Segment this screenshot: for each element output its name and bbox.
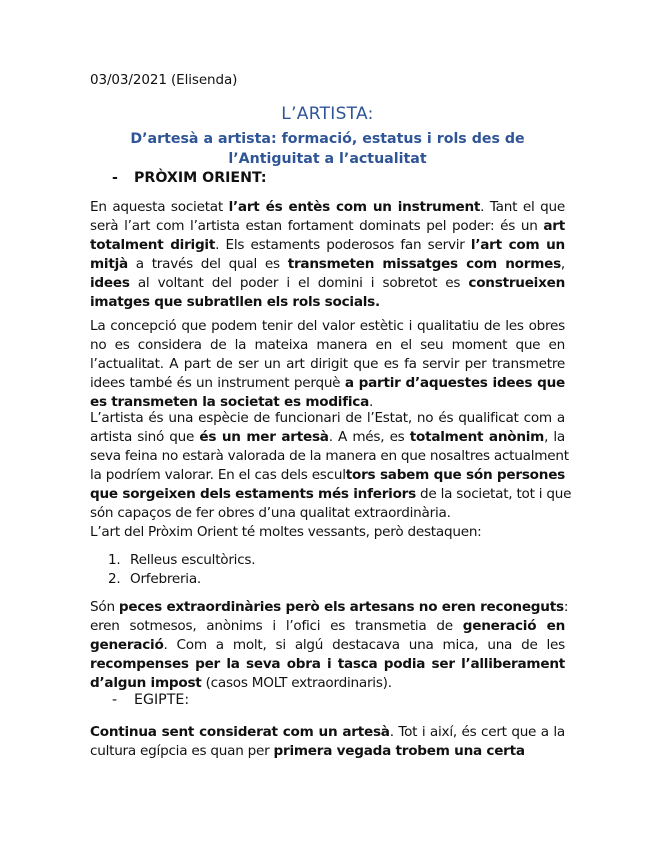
bold-text: Continua sent considerat com un artesà [90,724,390,740]
text-run: , [560,256,565,272]
text-run: L’artista és una espècie de funcionari de l’Estat, no és qualificat com a [90,410,565,426]
bold-text: totalment dirigit [90,237,216,253]
numbered-list [108,551,255,589]
text-run: . A més, es [328,429,410,445]
paragraph-line [90,504,565,523]
paragraph-3 [90,409,572,523]
paragraph-line [90,255,565,274]
list-text: Orfebreria. [130,571,201,587]
bold-text: idees [90,275,130,291]
paragraph-line: L’art del Pròxim Orient té moltes vessants, però destaquen: [90,524,482,540]
heading-dash: - [112,692,118,708]
paragraph-4 [90,523,565,542]
paragraph-line [90,723,565,742]
text-run: . Tot i així, és cert que a la [389,724,565,740]
bold-text: que sorgeixen dels estaments més inferiors [90,486,416,502]
heading-dash: - [112,170,118,186]
bold-text: art [543,218,565,234]
bold-text: transmeten missatges com normes [287,256,561,272]
text-run: idees també és un instrument perquè [90,375,345,391]
bold-text: imatges que subratllen els rols socials. [90,294,380,310]
paragraph-line [90,317,565,336]
paragraph-line [90,447,569,466]
text-run: cultura egípcia es quan per [90,743,274,759]
paragraph-line [90,374,565,393]
paragraph-line [90,355,565,374]
bold-text: generació [90,637,164,653]
paragraph-line [90,236,565,255]
text-run: . [369,394,374,410]
bold-text: generació en [462,618,565,634]
bold-text: és un mer artesà [199,429,329,445]
paragraph-line [90,274,565,293]
paragraph-line [90,466,565,485]
bold-text: recompenses per la seva obra i tasca podia ser l’alliberament [90,656,565,672]
heading-text: PRÒXIM ORIENT: [134,170,267,186]
date-line: 03/03/2021 (Elisenda) [90,72,238,88]
bold-text: primera vegada trobem una certa [273,743,525,759]
list-text: Relleus escultòrics. [130,552,256,568]
text-run: no es considera de la mateixa manera en el seu moment que en [90,337,565,353]
list-item [108,551,255,570]
list-number: 1. [108,552,121,568]
bold-text: mitjà [90,256,128,272]
paragraph-6 [90,723,565,761]
paragraph-line [90,428,565,447]
paragraph-line [90,217,565,236]
text-run: En aquesta societat [90,199,229,215]
paragraph-line [90,674,565,693]
bold-text: tors sabem que són persones [345,467,565,483]
bold-text: l’art és entès com un instrument [228,199,481,215]
list-number: 2. [108,571,121,587]
paragraph-1 [90,198,565,312]
text-run: a través del qual es [127,256,288,272]
text-run: serà l’art com l’artista estan fortament dominats pel poder: és un [90,218,544,234]
text-run: la podríem valorar. En el cas dels escul [90,467,346,483]
paragraph-line [90,293,565,312]
text-run: . Com a molt, si algú destacava una mica, una de les [163,637,565,653]
paragraph-line [90,617,565,636]
text-run: . Els estaments poderosos fan servir [215,237,471,253]
text-run: (casos MOLT extraordinaris). [201,675,392,691]
paragraph-line [90,485,572,504]
subtitle-line-1: D’artesà a artista: formació, estatus i rols des de [130,131,525,147]
bold-text: totalment anònim [409,429,545,445]
paragraph-line [90,598,569,617]
text-run: al voltant del poder i el domini i sobretot es [129,275,469,291]
text-run: de la societat, tot i que [415,486,572,502]
section-heading-proxim-orient [112,170,267,186]
text-run: . Tant el que [480,199,565,215]
document-subtitle [90,129,565,169]
text-run: l’actualitat. A part de ser un art dirigit que es fa servir per transmetre [90,356,565,372]
paragraph-line [90,742,565,761]
paragraph-2 [90,317,565,412]
paragraph-line [90,198,565,217]
bold-text: peces extraordinàries però els artesans no eren reconeguts [118,599,564,615]
text-run: , la [544,429,566,445]
bold-text: d’algun impost [90,675,202,691]
bold-text: construeixen [468,275,565,291]
document-title: L’ARTISTA: [281,104,374,124]
paragraph-line [90,655,565,674]
text-run: seva feina no estarà valorada de la manera en que nosaltres actualment [90,448,569,464]
list-item [108,570,255,589]
text-run: eren sotmesos, anònims i l’ofici es transmetia de [90,618,463,634]
text-run: artista sinó que [90,429,200,445]
paragraph-5 [90,598,569,693]
paragraph-line [90,336,565,355]
heading-text: EGIPTE: [134,692,190,708]
bold-text: l’art com un [470,237,565,253]
section-heading-egipte [112,692,189,708]
text-run: són capaços de fer obres d’una qualitat extraordinària. [90,505,451,521]
paragraph-line [90,636,565,655]
subtitle-line-2: l’Antiguitat a l’actualitat [228,151,427,167]
bold-text: a partir d’aquestes idees que [344,375,565,391]
text-run: : [563,599,569,615]
text-run: La concepció que podem tenir del valor estètic i qualitatiu de les obres [90,318,565,334]
bold-text: es transmeten la societat es modifica [90,394,370,410]
text-run: Són [90,599,119,615]
paragraph-line [90,409,565,428]
